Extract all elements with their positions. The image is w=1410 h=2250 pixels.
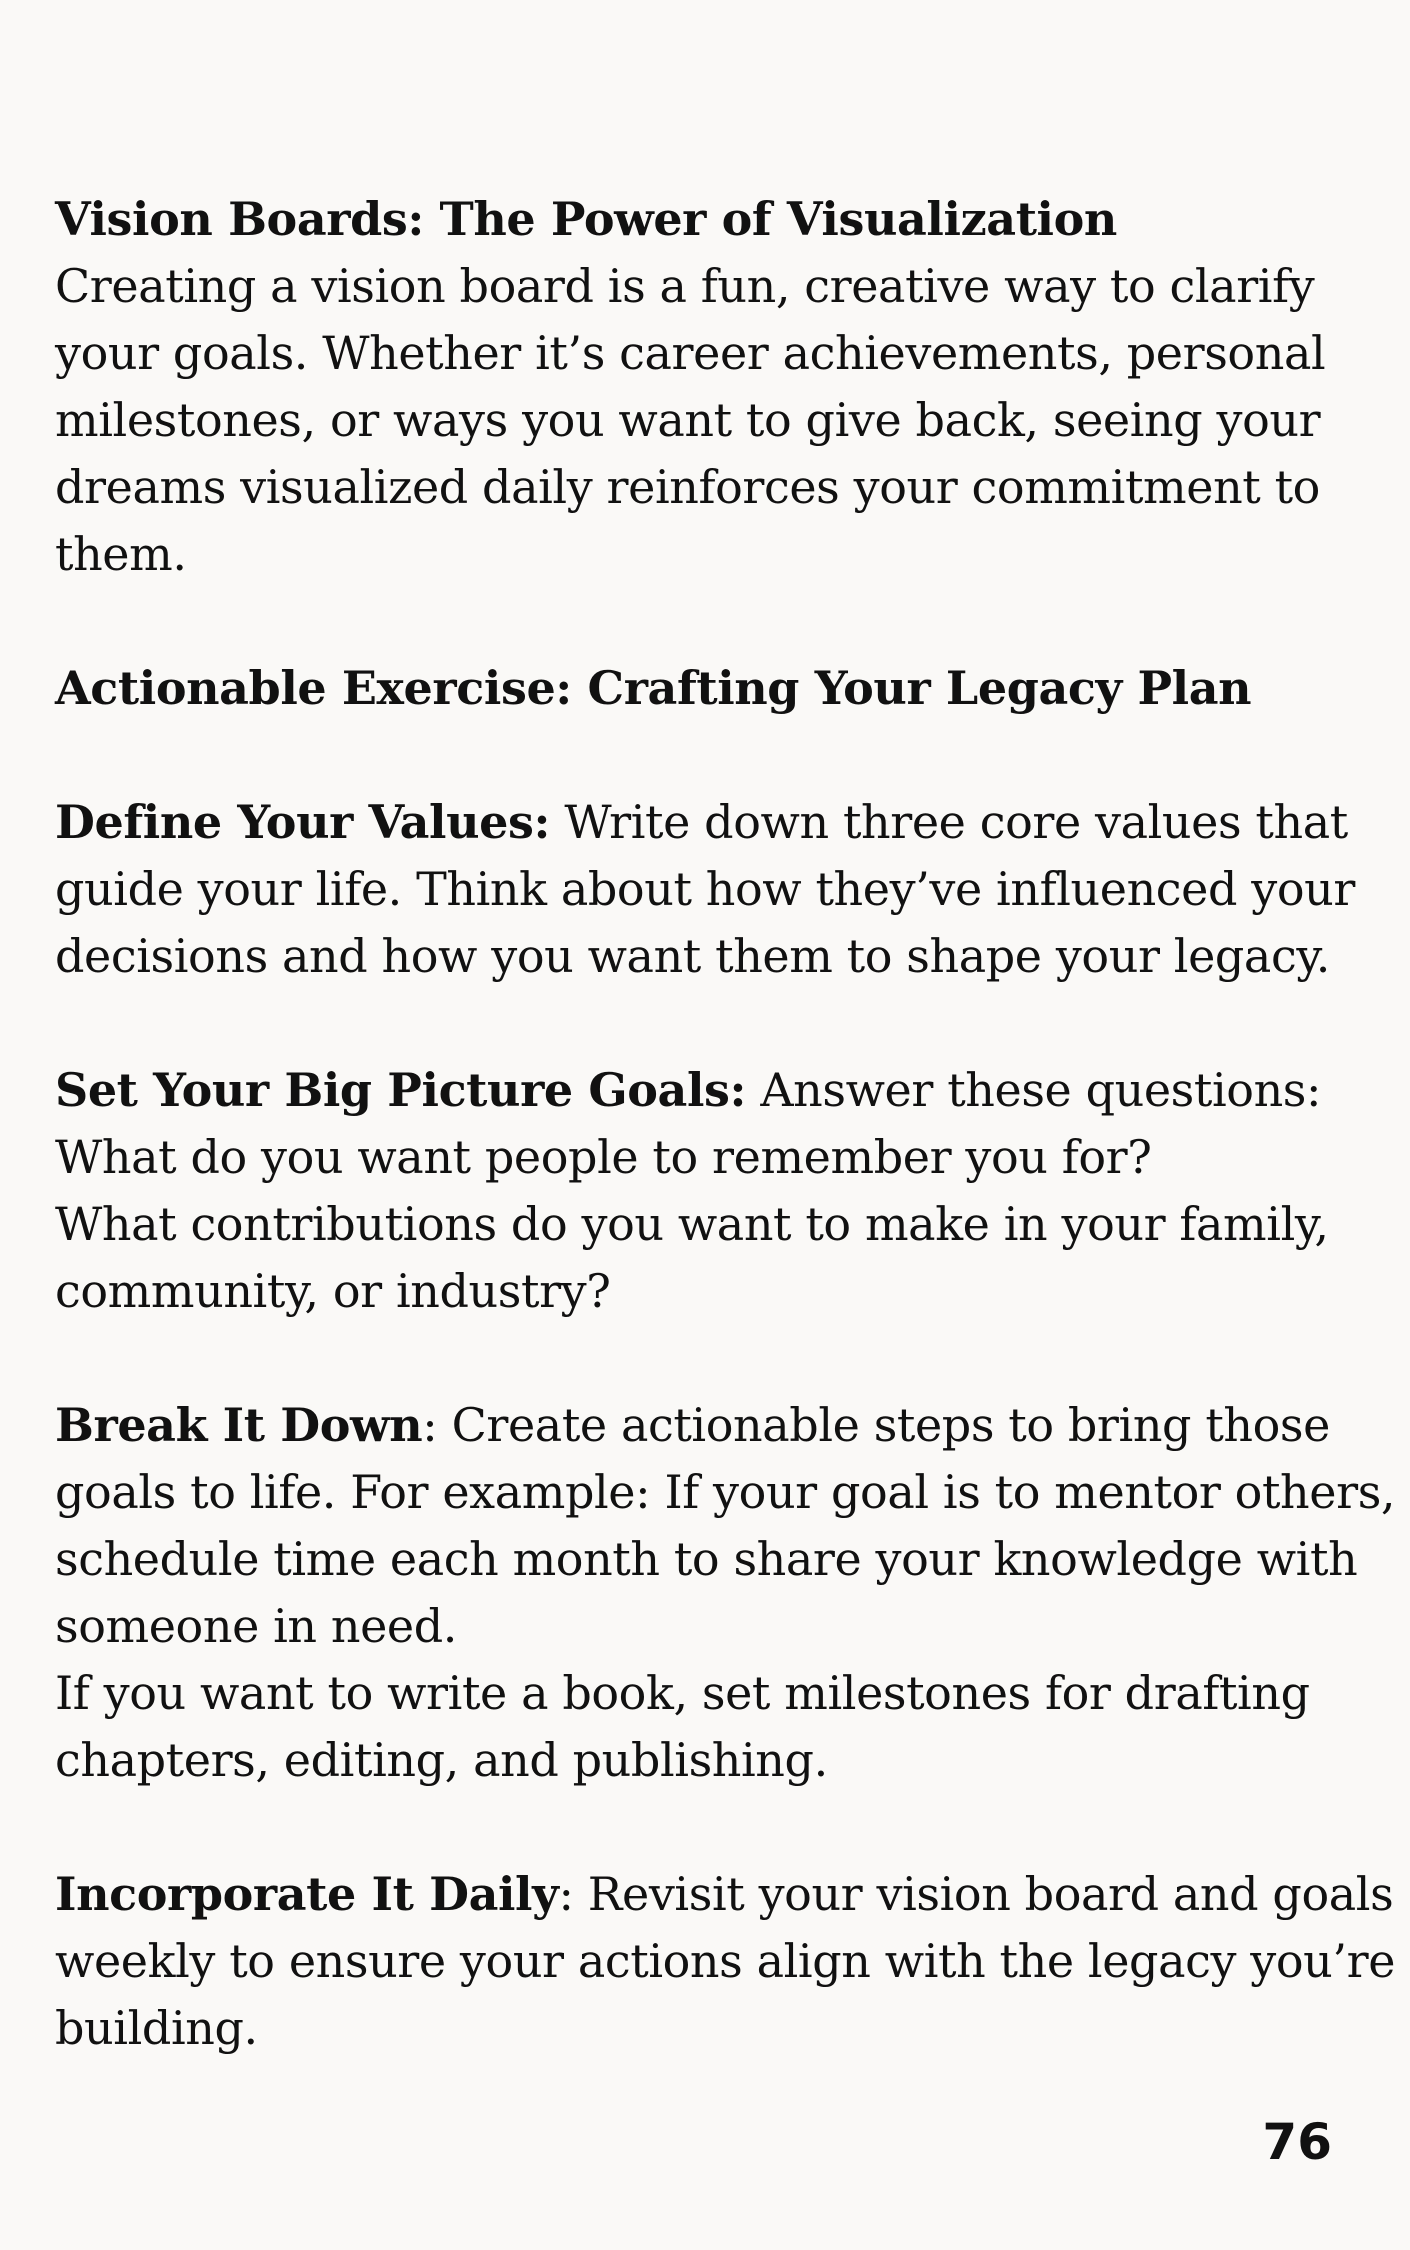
breakdown-line: schedule time each month to share your knowledge with [55,1532,1358,1586]
define-values-line: guide your life. Think about how they’ve influenced your [55,862,1355,916]
breakdown-line: chapters, editing, and publishing. [55,1733,828,1787]
goals-first-line [55,1057,1365,1124]
vision-paragraph-line: dreams visualized daily reinforces your commitment to [55,460,1320,514]
vision-paragraph-line: milestones, or ways you want to give back, seeing your [55,393,1321,447]
breakdown-first-line [55,1392,1365,1459]
breakdown-line: If you want to write a book, set milestones for drafting [55,1666,1310,1720]
goals-text: Answer these questions: [746,1063,1322,1117]
define-values-text: Write down three core values that [550,795,1348,849]
break-it-down-step [55,1392,1396,1794]
goals-question-line: What contributions do you want to make in your family, [55,1197,1329,1251]
spacer [55,722,1365,789]
daily-label: Incorporate It Daily [55,1867,559,1921]
define-values-first-line [55,789,1365,856]
vision-paragraph-line: them. [55,527,187,581]
exercise-section [55,655,1365,722]
vision-boards-heading: Vision Boards: The Power of Visualization [55,192,1117,246]
daily-line: weekly to ensure your actions align with the legacy you’re [55,1934,1396,1988]
vision-paragraph-line: Creating a vision board is a fun, creative way to clarify [55,259,1315,313]
goals-question-line: What do you want people to remember you for? [55,1130,1152,1184]
spacer [55,990,1365,1057]
breakdown-text: : Create actionable steps to bring those [422,1398,1330,1452]
spacer [55,1325,1365,1392]
define-values-label: Define Your Values: [55,795,551,849]
goals-label: Set Your Big Picture Goals: [55,1063,747,1117]
spacer [55,1794,1365,1861]
breakdown-line: someone in need. [55,1599,458,1653]
breakdown-line: goals to life. For example: If your goal is to mentor others, [55,1465,1396,1519]
incorporate-daily-step [55,1861,1396,2062]
page-number: 76 [1262,2113,1332,2171]
define-values-line: decisions and how you want them to shape your legacy. [55,929,1331,983]
define-values-step [55,789,1365,990]
goals-question-line: community, or industry? [55,1264,611,1318]
daily-text: : Revisit your vision board and goals [558,1867,1394,1921]
spacer [55,588,1365,655]
exercise-heading: Actionable Exercise: Crafting Your Legacy Plan [55,661,1252,715]
daily-line: building. [55,2001,258,2055]
vision-paragraph-line: your goals. Whether it’s career achievements, personal [55,326,1326,380]
breakdown-label: Break It Down [55,1398,423,1452]
vision-boards-section [55,186,1365,588]
big-picture-goals-step [55,1057,1365,1325]
daily-first-line [55,1861,1394,1928]
page-content [55,186,1396,2062]
